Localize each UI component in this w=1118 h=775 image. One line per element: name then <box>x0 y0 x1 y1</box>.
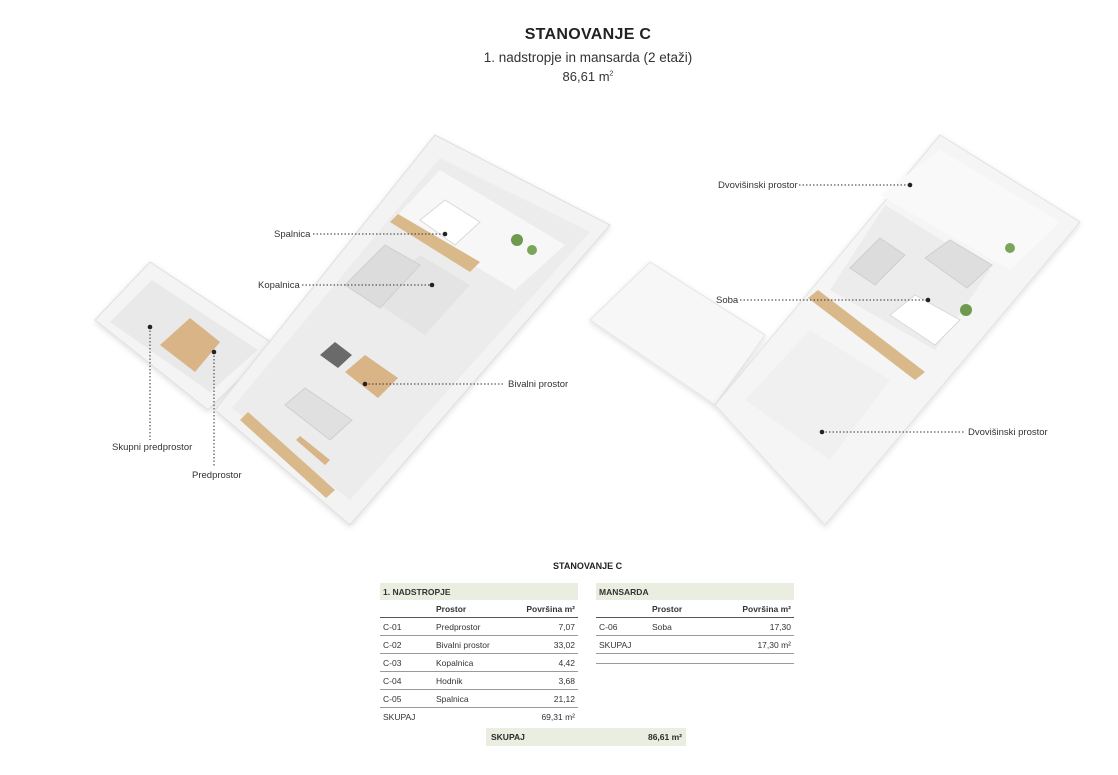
attic-sum-label: SKUPAJ <box>599 639 632 650</box>
grand-total-bar <box>486 728 686 746</box>
row-code: C-01 <box>380 618 433 636</box>
row-area: 3,68 <box>511 672 578 690</box>
area-value: 86,61 m <box>562 69 610 84</box>
floor1-col-area: Površina m² <box>511 600 578 618</box>
row-code: C-06 <box>596 618 649 636</box>
grand-total-value: 86,61 m² <box>647 732 682 742</box>
row-area: 33,02 <box>511 636 578 654</box>
table-row <box>380 690 578 708</box>
table-row <box>380 636 578 654</box>
row-code: C-03 <box>380 654 433 672</box>
row-code: C-05 <box>380 690 433 708</box>
row-room: Spalnica <box>433 690 511 708</box>
row-area: 4,42 <box>511 654 578 672</box>
area-unit-superscript: 2 <box>609 70 614 78</box>
grand-total-label: SKUPAJ <box>491 732 525 742</box>
label-dvovisinski-bottom: Dvovišinski prostor <box>968 427 1048 438</box>
attic-spacer-row <box>596 654 794 664</box>
label-dvovisinski-top: Dvovišinski prostor <box>718 180 798 191</box>
row-room: Bivalni prostor <box>433 636 511 654</box>
row-code: C-02 <box>380 636 433 654</box>
row-room: Hodnik <box>433 672 511 690</box>
apartment-title: STANOVANJE C <box>524 26 652 43</box>
attic-plan <box>590 135 1080 525</box>
floor1-section-label: 1. NADSTROPJE <box>383 586 451 597</box>
table-row <box>596 618 794 636</box>
floor1-col-room: Prostor <box>433 600 511 618</box>
attic-col-area: Površina m² <box>727 600 794 618</box>
attic-sum-row <box>596 636 794 654</box>
table-row <box>380 618 578 636</box>
attic-section-row <box>596 583 794 600</box>
table-row <box>380 672 578 690</box>
attic-sum-value: 17,30 m² <box>757 639 791 650</box>
attic-plant <box>960 304 972 316</box>
table-title: STANOVANJE C <box>553 561 623 571</box>
label-predprostor: Predprostor <box>192 470 242 481</box>
row-room: Kopalnica <box>433 654 511 672</box>
floor1-sum-label: SKUPAJ <box>383 711 416 722</box>
row-area: 17,30 <box>727 618 794 636</box>
floor1-section-row <box>380 583 578 600</box>
label-bivalni-prostor: Bivalni prostor <box>508 379 569 390</box>
attic-table <box>596 583 794 664</box>
attic-section-label: MANSARDA <box>599 586 649 597</box>
attic-header-row <box>596 600 794 618</box>
row-area: 21,12 <box>511 690 578 708</box>
floor1-plan <box>95 135 610 525</box>
row-room: Soba <box>649 618 727 636</box>
row-room: Predprostor <box>433 618 511 636</box>
table-row <box>380 654 578 672</box>
row-area: 7,07 <box>511 618 578 636</box>
floor1-table <box>380 583 578 725</box>
row-code: C-04 <box>380 672 433 690</box>
floor1-sum-value: 69,31 m² <box>541 711 575 722</box>
attic-plant-2 <box>1005 243 1015 253</box>
plant-1 <box>511 234 523 246</box>
label-soba: Soba <box>716 295 739 306</box>
floor1-header-row <box>380 600 578 618</box>
floor1-sum-row <box>380 708 578 726</box>
apartment-subtitle: 1. nadstropje in mansarda (2 etaži) <box>483 50 693 65</box>
label-skupni-predprostor: Skupni predprostor <box>112 442 193 453</box>
label-spalnica: Spalnica <box>274 229 311 240</box>
attic-col-room: Prostor <box>649 600 727 618</box>
plant-2 <box>527 245 537 255</box>
label-kopalnica: Kopalnica <box>258 280 300 291</box>
